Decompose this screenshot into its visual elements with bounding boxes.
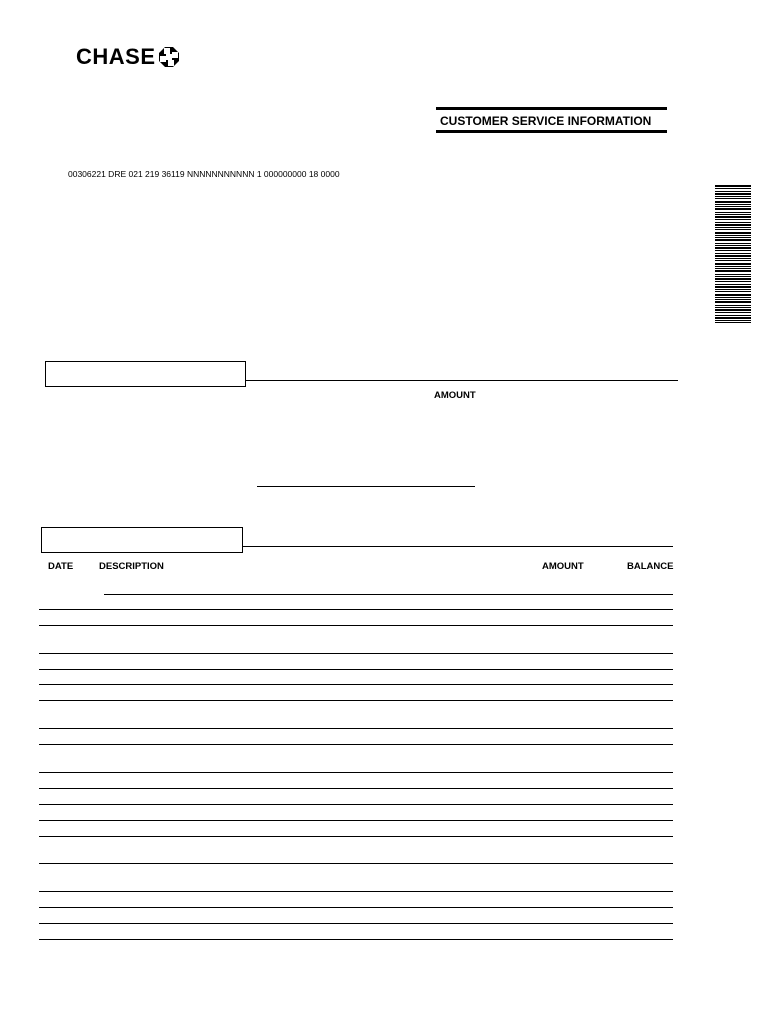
table-row-line xyxy=(39,669,673,670)
column-header-balance: BALANCE xyxy=(627,561,674,572)
table-row-line xyxy=(39,836,673,837)
table-row-line xyxy=(39,939,673,940)
table-row-line xyxy=(39,863,673,864)
column-header-amount: AMOUNT xyxy=(542,561,584,572)
account-info-line: 00306221 DRE 021 219 36119 NNNNNNNNNNN 1 000000000 18 0000 xyxy=(68,169,340,179)
activity-divider xyxy=(243,546,673,547)
brand-name: CHASE xyxy=(76,44,156,69)
table-row-line xyxy=(39,728,673,729)
table-row-line xyxy=(39,625,673,626)
table-row-line xyxy=(39,907,673,908)
table-row-line xyxy=(39,684,673,685)
table-row-line xyxy=(39,788,673,789)
customer-service-title: CUSTOMER SERVICE INFORMATION xyxy=(440,114,652,128)
barcode-icon xyxy=(715,185,751,325)
table-row-line xyxy=(39,772,673,773)
chase-logo xyxy=(76,44,179,70)
summary-amount-header: AMOUNT xyxy=(434,390,476,401)
table-row-line xyxy=(39,700,673,701)
table-row-line xyxy=(39,609,673,610)
summary-divider xyxy=(246,380,678,381)
activity-label-box xyxy=(41,527,243,553)
chase-octagon-icon xyxy=(159,47,179,67)
column-header-description: DESCRIPTION xyxy=(99,561,164,572)
summary-total-line xyxy=(257,486,475,487)
table-row-line xyxy=(39,653,673,654)
table-row-line xyxy=(39,744,673,745)
description-underline xyxy=(104,594,673,595)
table-row-line xyxy=(39,804,673,805)
table-row-line xyxy=(39,923,673,924)
column-header-date: DATE xyxy=(48,561,74,572)
table-row-line xyxy=(39,891,673,892)
summary-label-box xyxy=(45,361,246,387)
table-row-line xyxy=(39,820,673,821)
